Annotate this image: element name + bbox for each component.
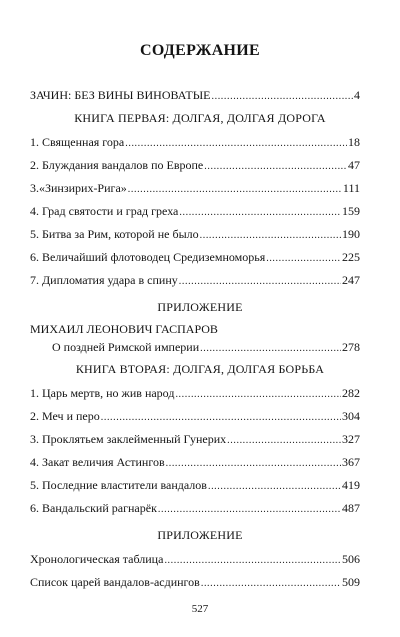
section-heading-appendix: ПРИЛОЖЕНИЕ bbox=[157, 528, 243, 542]
toc-entry-label: Хронологическая таблица bbox=[30, 552, 164, 566]
leader-dots bbox=[200, 228, 341, 243]
toc-entry bbox=[30, 204, 360, 220]
toc-entry-label: 2. Меч и перо bbox=[30, 409, 100, 423]
toc-entry-label: 5. Битва за Рим, которой не было bbox=[30, 227, 199, 241]
toc-entry bbox=[30, 409, 360, 425]
toc-entry-label: 5. Последние властители вандалов bbox=[30, 478, 207, 492]
toc-entry-label: 3. Проклятьем заклейменный Гунерих bbox=[30, 432, 227, 446]
toc-entry-label: 6. Величайший флотоводец Средиземноморья bbox=[30, 250, 266, 264]
page-title: СОДЕРЖАНИЕ bbox=[139, 42, 261, 59]
page-number: 527 bbox=[191, 603, 209, 615]
toc-entry bbox=[30, 432, 360, 448]
leader-dots bbox=[179, 205, 341, 220]
toc-entry bbox=[30, 501, 360, 517]
toc-entry-label: 3.«Зинзирих-Рига» bbox=[30, 181, 127, 195]
leader-dots bbox=[166, 456, 341, 471]
toc-entry-page: 327 bbox=[342, 432, 360, 446]
toc-entry bbox=[30, 227, 360, 243]
toc-entry-page: 225 bbox=[342, 250, 360, 264]
toc-entry bbox=[30, 181, 360, 197]
toc-entry-page: 419 bbox=[342, 478, 360, 492]
toc-entry bbox=[30, 455, 360, 471]
toc-entry-intro bbox=[30, 88, 360, 104]
toc-entry bbox=[30, 273, 360, 289]
toc-entry-page: 18 bbox=[348, 135, 360, 149]
leader-dots bbox=[200, 341, 341, 356]
toc-entry-page: 487 bbox=[342, 501, 360, 515]
leader-dots bbox=[204, 159, 347, 174]
toc-entry-label: 1. Царь мертв, но жив народ bbox=[30, 386, 175, 400]
leader-dots bbox=[125, 136, 347, 151]
toc-entry-page: 47 bbox=[348, 158, 360, 172]
toc-entry bbox=[30, 386, 360, 402]
toc-entry-page: 304 bbox=[342, 409, 360, 423]
toc-entry bbox=[30, 250, 360, 266]
leader-dots bbox=[101, 410, 341, 425]
toc-entry-label: Список царей вандалов-асдингов bbox=[30, 575, 200, 589]
section-heading-appendix: ПРИЛОЖЕНИЕ bbox=[157, 300, 243, 314]
toc-entry-label: 2. Блуждания вандалов по Европе bbox=[30, 158, 204, 172]
toc-entry-label: 4. Закат величия Астингов bbox=[30, 455, 165, 469]
leader-dots bbox=[158, 502, 341, 517]
toc-entry-label: ЗАЧИН: БЕЗ ВИНЫ ВИНОВАТЫЕ bbox=[30, 88, 211, 102]
section-heading-book2: КНИГА ВТОРАЯ: ДОЛГАЯ, ДОЛГАЯ БОРЬБА bbox=[75, 362, 325, 376]
leader-dots bbox=[266, 251, 341, 266]
toc-entry-page: 247 bbox=[342, 273, 360, 287]
leader-dots bbox=[227, 433, 341, 448]
toc-entry bbox=[30, 158, 360, 174]
toc-entry-page: 4 bbox=[354, 88, 360, 102]
toc-entry-page: 509 bbox=[342, 575, 360, 589]
toc-entry-page: 506 bbox=[342, 552, 360, 566]
leader-dots bbox=[164, 553, 341, 568]
toc-entry-label: 4. Град святости и град греха bbox=[30, 204, 179, 218]
leader-dots bbox=[175, 387, 341, 402]
toc-entry-page: 190 bbox=[342, 227, 360, 241]
toc-entry-label: 1. Священная гора bbox=[30, 135, 125, 149]
leader-dots bbox=[128, 182, 342, 197]
toc-entry-page: 367 bbox=[342, 455, 360, 469]
toc-entry-page: 159 bbox=[342, 204, 360, 218]
toc-entry bbox=[30, 552, 360, 568]
author-name: МИХАИЛ ЛЕОНОВИЧ ГАСПАРОВ bbox=[30, 322, 218, 336]
toc-entry-page: 111 bbox=[342, 181, 360, 195]
section-heading-book1: КНИГА ПЕРВАЯ: ДОЛГАЯ, ДОЛГАЯ ДОРОГА bbox=[74, 111, 326, 125]
leader-dots bbox=[208, 479, 341, 494]
toc-entry-label: 7. Дипломатия удара в спину bbox=[30, 273, 178, 287]
toc-entry-label: 6. Вандальский рагнарёк bbox=[30, 501, 157, 515]
toc-entry bbox=[30, 478, 360, 494]
toc-entry bbox=[30, 575, 360, 591]
toc-entry-page: 282 bbox=[342, 386, 360, 400]
toc-entry bbox=[30, 135, 360, 151]
leader-dots bbox=[212, 89, 354, 104]
toc-entry-label: О поздней Римской империи bbox=[52, 340, 200, 354]
leader-dots bbox=[179, 274, 341, 289]
toc-entry-page: 278 bbox=[342, 340, 360, 354]
toc-entry-appendix-essay bbox=[52, 340, 360, 356]
leader-dots bbox=[201, 576, 341, 591]
